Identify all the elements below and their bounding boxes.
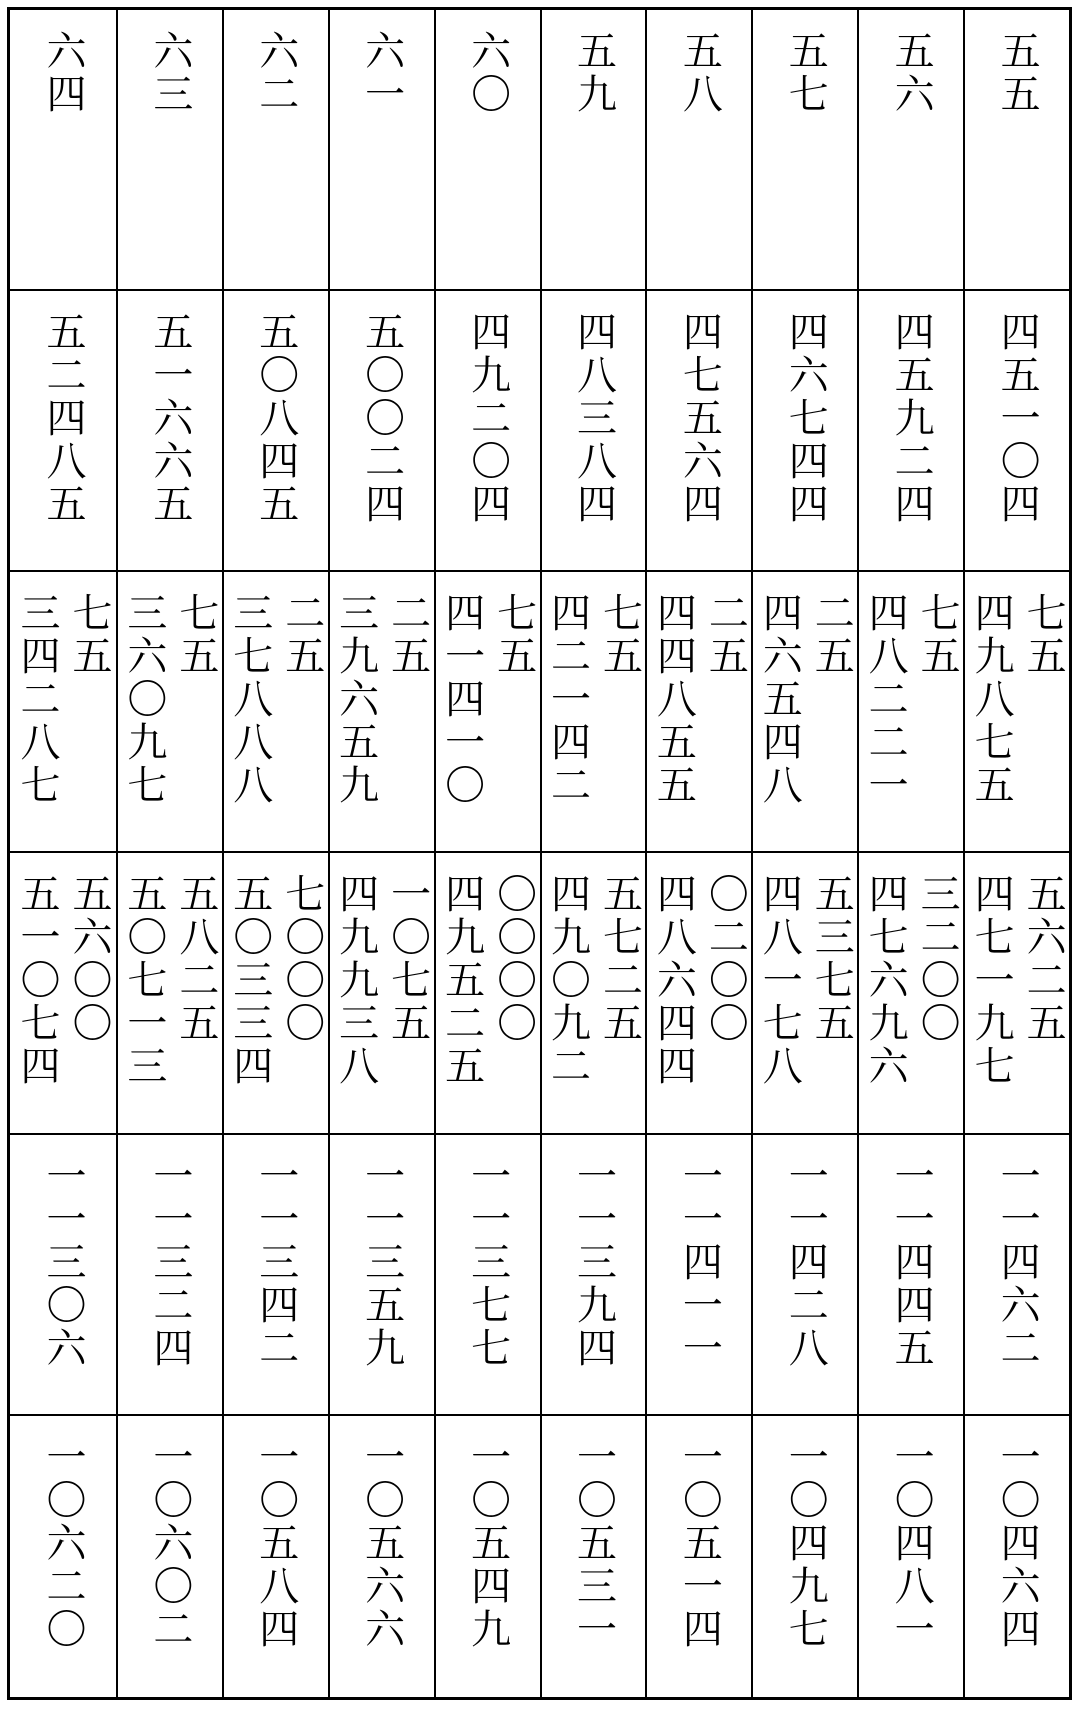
cell-value: 三四二八七 [13,592,60,808]
table-cell [10,853,116,1134]
table-cell [963,10,1069,291]
cell-value-continuation: 七〇〇〇 [278,873,325,1046]
cell-value: 四八二二一 [862,592,909,808]
table-cell [751,853,857,1134]
cell-value: 五五 [994,30,1041,116]
cell-value-continuation: 五七二五 [596,873,643,1046]
table-cell [328,853,434,1134]
cell-value: 四八一七八 [756,873,803,1089]
table-cell [222,1135,328,1416]
cell-value: 一一四二八 [782,1154,829,1370]
cell-value: 四八三八四 [570,311,617,527]
cell-value: 一一三九四 [570,1154,617,1370]
cell-value: 三七八八八 [226,592,273,808]
cell-value: 五〇三三四 [226,873,273,1089]
table-cell [222,853,328,1134]
table-cell [434,291,540,572]
cell-value: 一一四一一 [676,1154,723,1370]
table-cell [434,572,540,853]
cell-value: 四二一四二 [544,592,591,808]
cell-value: 四七六九六 [862,873,909,1089]
cell-value: 五一〇七四 [13,873,60,1089]
cell-value-continuation: 二五 [384,592,431,679]
table-cell [963,1135,1069,1416]
table-cell [116,853,222,1134]
cell-value-continuation: 七五 [596,592,643,679]
cell-value: 四九二〇四 [464,311,511,527]
cell-value: 一一四六二 [994,1154,1041,1370]
cell-value: 一一三〇六 [39,1154,86,1370]
table-cell [645,10,751,291]
cell-value: 四五一〇四 [994,311,1041,527]
cell-value: 六三 [146,30,193,116]
table-cell [10,1135,116,1416]
table-cell [751,291,857,572]
cell-value: 五〇八四五 [252,311,299,527]
cell-value: 三六〇九七 [120,592,167,808]
cell-value: 一〇六二〇 [39,1435,86,1651]
cell-value: 一〇四六四 [994,1435,1041,1651]
cell-value: 四七五六四 [676,311,723,527]
cell-value: 五〇〇二四 [358,311,405,527]
table-cell [434,853,540,1134]
table-cell [116,291,222,572]
cell-value: 四九八七五 [968,592,1015,808]
table-cell [116,572,222,853]
cell-value-continuation: 七五 [172,592,219,679]
cell-value: 一〇四八一 [888,1435,935,1651]
cell-value: 五六 [888,30,935,116]
cell-value: 六〇 [464,30,511,116]
cell-value: 一一四四五 [888,1154,935,1370]
table-cell [857,572,963,853]
cell-value: 一〇五一四 [676,1435,723,1651]
table-cell [751,1416,857,1697]
cell-value: 四九五二五 [438,873,485,1089]
table-cell [857,1416,963,1697]
cell-value-continuation: 五六二五 [1020,873,1067,1046]
cell-value: 三九六五九 [332,592,379,808]
table-cell [751,1135,857,1416]
table-cell [645,1135,751,1416]
table-cell [540,853,646,1134]
table-cell [434,1416,540,1697]
cell-value-continuation: 三二〇〇 [914,873,961,1046]
table-cell [116,1416,222,1697]
cell-value-continuation: 二五 [702,592,749,679]
cell-value: 一〇五四九 [464,1435,511,1651]
cell-value: 一〇四九七 [782,1435,829,1651]
cell-value: 五〇七一三 [120,873,167,1089]
table-cell [645,853,751,1134]
table-cell [751,572,857,853]
cell-value: 五九 [570,30,617,116]
cell-value: 五二四八五 [39,311,86,527]
table-cell [857,1135,963,1416]
table-cell [222,291,328,572]
cell-value: 六一 [358,30,405,116]
table-cell [540,1135,646,1416]
table-cell [222,1416,328,1697]
cell-value: 四一四一〇 [438,592,485,808]
table-cell [328,10,434,291]
cell-value-continuation: 七五 [914,592,961,679]
cell-value-continuation: 七五 [490,592,537,679]
cell-value-continuation: 五三七五 [808,873,855,1046]
table-cell [434,1135,540,1416]
cell-value-continuation: 〇二〇〇 [702,873,749,1046]
cell-value: 四五九二四 [888,311,935,527]
table-cell [116,10,222,291]
data-table [7,7,1072,1700]
table-cell [540,1416,646,1697]
cell-value: 四六五四八 [756,592,803,808]
cell-value-continuation: 〇〇〇〇 [490,873,537,1046]
table-cell [963,291,1069,572]
table-cell [963,1416,1069,1697]
table-cell [645,291,751,572]
table-cell [222,10,328,291]
table-cell [751,10,857,291]
table-cell [540,572,646,853]
cell-value: 一一三四二 [252,1154,299,1370]
cell-value: 六四 [39,30,86,116]
cell-value: 四九〇九二 [544,873,591,1089]
table-cell [645,572,751,853]
table-cell [328,291,434,572]
cell-value-continuation: 七五 [1020,592,1067,679]
cell-value: 一〇五六六 [358,1435,405,1651]
cell-value: 一一三七七 [464,1154,511,1370]
table-cell [540,291,646,572]
table-cell [116,1135,222,1416]
table-cell [10,10,116,291]
table-cell [222,572,328,853]
table-cell [328,1135,434,1416]
cell-value: 一〇六〇二 [146,1435,193,1651]
table-cell [540,10,646,291]
table-cell [857,853,963,1134]
cell-value: 四六七四四 [782,311,829,527]
table-cell [963,853,1069,1134]
cell-value-continuation: 七五 [65,592,112,679]
cell-value-continuation: 五八二五 [172,873,219,1046]
table-cell [328,1416,434,1697]
cell-value: 五八 [676,30,723,116]
cell-value-continuation: 五六〇〇 [65,873,112,1046]
cell-value: 一一三二四 [146,1154,193,1370]
cell-value: 一〇五三一 [570,1435,617,1651]
cell-value: 五七 [782,30,829,116]
table-cell [328,572,434,853]
cell-value: 四九九三八 [332,873,379,1089]
cell-value: 四七一九七 [968,873,1015,1089]
cell-value: 一〇五八四 [252,1435,299,1651]
cell-value-continuation: 一〇七五 [384,873,431,1046]
table-cell [857,10,963,291]
cell-value: 六二 [252,30,299,116]
cell-value-continuation: 二五 [808,592,855,679]
table-cell [963,572,1069,853]
cell-value: 五一六六五 [146,311,193,527]
table-cell [645,1416,751,1697]
table-cell [10,572,116,853]
table-cell [10,1416,116,1697]
table-cell [857,291,963,572]
cell-value: 一一三五九 [358,1154,405,1370]
table-cell [10,291,116,572]
cell-value: 四四八五五 [650,592,697,808]
table-cell [434,10,540,291]
cell-value: 四八六四四 [650,873,697,1089]
cell-value-continuation: 二五 [278,592,325,679]
